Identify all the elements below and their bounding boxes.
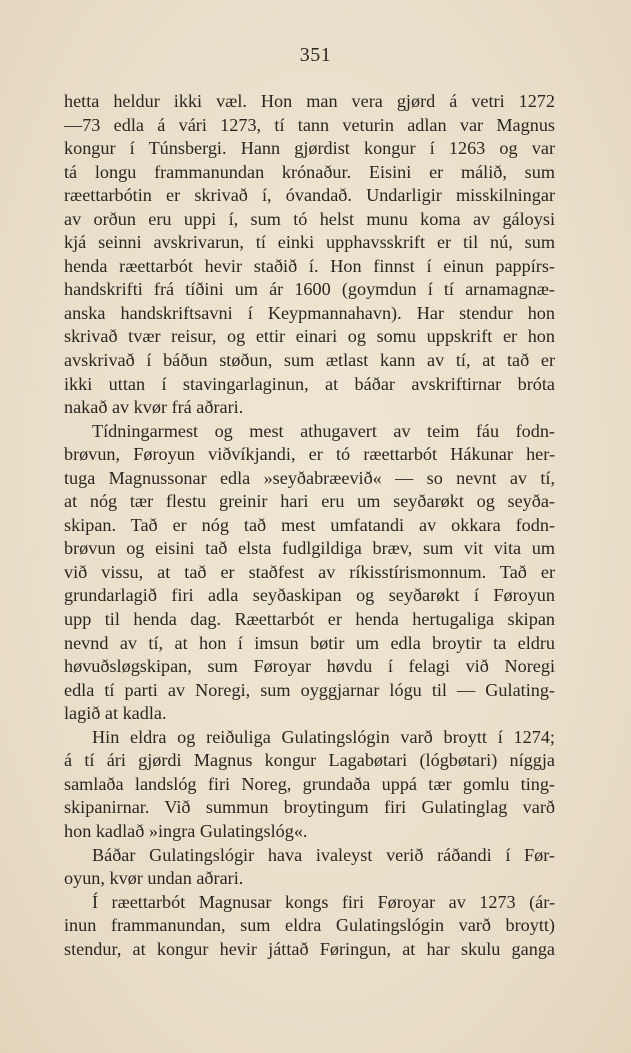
text-line: handskrifti frá tíðini um ár 1600 (goymdun í tí arnamagnæ- bbox=[64, 279, 555, 300]
text-line: edla tí parti av Noregi, sum oyggjarnar lógu til — Gulating- bbox=[64, 679, 555, 700]
text-line: hon kadlað »ingra Gulatingslóg«. bbox=[64, 820, 308, 841]
text-line: kongur í Túnsbergi. Hann gjørdist kongur í 1263 og var bbox=[64, 138, 555, 159]
text-line: skipanirnar. Við summun broytingum firi Gulatinglag varð bbox=[64, 797, 555, 818]
text-line: ræettarbótin er skrivað í, óvandað. Undarligir misskilningar bbox=[64, 185, 555, 206]
text-line: nevnd av tí, at hon í imsun bøtir um edla broytir ta eldru bbox=[64, 632, 555, 653]
text-line: nakað av kvør frá aðrari. bbox=[64, 397, 244, 418]
text-line: tuga Magnussonar edla »seyðabræevið« — so nevnt av tí, bbox=[64, 467, 555, 488]
text-line: á tí ári gjørdi Magnus kongur Lagabøtari (lógbøtari) níggja bbox=[64, 750, 555, 771]
text-line: at nóg tær flestu greinir hari eru um seyðarøkt og seyða- bbox=[64, 491, 555, 512]
text-line: ikki uttan í stavingarlaginun, at báðar avskriftirnar bróta bbox=[64, 373, 555, 394]
text-line: tá longu frammanundan krónaður. Eisini er málið, sum bbox=[64, 161, 555, 182]
text-line: oyun, kvør undan aðrari. bbox=[64, 868, 244, 889]
text-line: samlaða landslóg firi Noreg, grundaða uppá tær gomlu ting- bbox=[64, 773, 555, 794]
text-line: við vissu, at tað er staðfest av ríkisstírismonnum. Tað er bbox=[64, 561, 555, 582]
text-line: anska handskriftsavni í Keypmannahavn). Har stendur hon bbox=[64, 302, 555, 323]
text-line: Báðar Gulatingslógir hava ivaleyst verið ráðandi í Før- bbox=[92, 844, 555, 865]
text-line: brøvun, Føroyun viðvíkjandi, er tó ræettarbót Hákunar her- bbox=[64, 444, 555, 465]
text-line: kjá seinni avskrivarun, tí einki upphavsskrift er til nú, sum bbox=[64, 232, 555, 253]
text-line: avskrivað í báðun støðun, sum ætlast kann av tí, at tað er bbox=[64, 350, 555, 371]
text-line: grundarlagið firi adla seyðaskipan og seyðarøkt í Føroyun bbox=[64, 585, 555, 606]
text-line: Í ræettarbót Magnusar kongs firi Føroyar av 1273 (ár- bbox=[92, 891, 555, 912]
text-line: hetta heldur ikki væl. Hon man vera gjørd á vetri 1272 bbox=[64, 91, 555, 111]
text-line: Tídningarmest og mest athugavert av teim fáu fodn- bbox=[92, 420, 555, 441]
text-line: av orðun eru uppi í, sum tó helst munu koma av gáloysi bbox=[64, 208, 555, 229]
text-line: skipan. Tað er nóg tað mest umfatandi av okkara fodn- bbox=[64, 514, 555, 535]
text-line: skrivað tvær reisur, og ettir einari og somu uppskrift er hon bbox=[64, 326, 555, 347]
text-line: stendur, at kongur hevir játtað Føringun, at har skulu ganga bbox=[64, 938, 555, 959]
text-line: —73 edla á vári 1273, tí tann veturin adlan var Magnus bbox=[64, 114, 555, 135]
text-line: Hin eldra og reiðuliga Gulatingslógin varð broytt í 1274; bbox=[92, 726, 555, 747]
text-line: inun frammanundan, sum eldra Gulatingslógin varð broytt) bbox=[64, 915, 555, 936]
page-number: 351 bbox=[299, 44, 332, 66]
body-text bbox=[64, 90, 555, 961]
text-line: lagið at kadla. bbox=[64, 703, 167, 724]
text-line: brøvun og eisini tað elsta fudlgildiga bræv, sum vit vita um bbox=[64, 538, 555, 559]
text-line: upp til henda dag. Ræettarbót er henda hertugaliga skipan bbox=[64, 609, 555, 630]
text-line: henda ræettarbót hevir staðið í. Hon finnst í einun pappírs- bbox=[64, 255, 555, 276]
text-line: høvuðsløgskipan, sum Føroyar høvdu í felagi við Noregi bbox=[64, 656, 555, 677]
